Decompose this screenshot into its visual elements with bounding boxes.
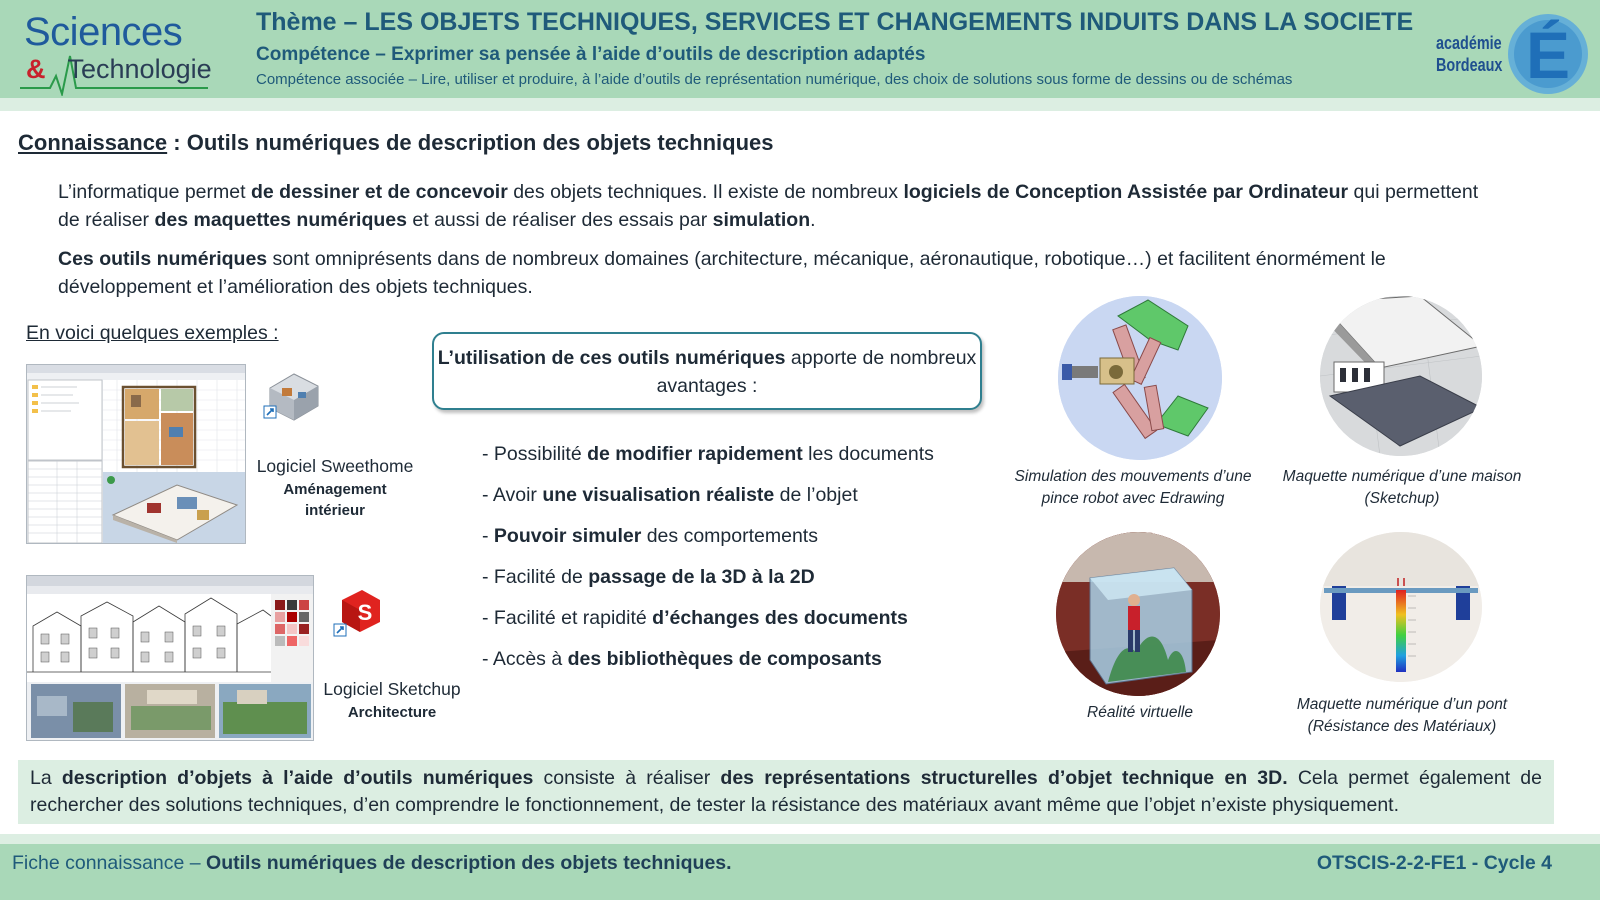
theme-title: Thème – LES OBJETS TECHNIQUES, SERVICES ET CHANGEMENTS INDUITS DANS LA SOCIETE <box>256 8 1414 36</box>
sketchup-screenshot <box>26 575 314 741</box>
sketchup-domain: Architecture <box>347 704 437 721</box>
sweethome-app-icon <box>262 366 322 422</box>
section-label: Connaissance <box>18 130 168 155</box>
competence-associee: Compétence associée – Lire, utiliser et produire, à l’aide d’outils de représentation numérique, des choix de solutions sous forme de dessins ou de schémas <box>256 71 1293 88</box>
sweethome-domain-line1: Aménagement <box>283 481 387 498</box>
footer-title: Fiche connaissance – Outils numériques de description des objets techniques. <box>12 852 732 874</box>
intro-paragraph-1: L’informatique permet de dessiner et de concevoir des objets techniques. Il existe de nombreux logiciels de Conception Assistée par Ordinateur qui permettent de réaliser des maquettes numériques et aussi de réaliser des essais par simulation. <box>58 181 1479 231</box>
sweethome-screenshot <box>26 364 246 544</box>
gallery-caption-robot: Simulation des mouvements d’une pince robot avec Edrawing <box>1014 468 1252 507</box>
advantages-box: L’utilisation de ces outils numériques apporte de nombreux avantages : <box>432 332 982 410</box>
sketchup-caption <box>318 676 466 723</box>
bordeaux-label: Bordeaux <box>1436 55 1503 75</box>
footer-divider <box>0 834 1600 844</box>
sketchup-name: Logiciel Sketchup <box>323 679 461 699</box>
advantage-item: - Possibilité de modifier rapidement les documents <box>482 443 934 465</box>
academie-bordeaux-logo <box>1436 4 1596 96</box>
gallery-caption-house: Maquette numérique d’une maison (Sketchup) <box>1282 468 1522 507</box>
competence-title: Compétence – Exprimer sa pensée à l’aide d’outils de description adaptés <box>256 44 926 65</box>
sciences-technologie-logo <box>18 8 218 94</box>
header-divider <box>0 98 1600 111</box>
virtual-reality-image <box>1056 532 1220 696</box>
header-bar <box>0 0 1600 98</box>
advantage-item: - Facilité de passage de la 3D à la 2D <box>482 566 815 588</box>
intro-paragraph-2: Ces outils numériques sont omniprésents dans de nombreux domaines (architecture, mécanique, aéronautique, robotique…) et facilitent énormément le développement et l’amélioration des objets techniques. <box>58 248 1386 298</box>
svg-text:É: É <box>1525 18 1571 92</box>
summary-line-2: rechercher des solutions techniques, d’en comprendre le fonctionnement, de tester la résistance des matériaux avant même que l’objet n’existe physiquement. <box>30 794 1400 816</box>
advantage-item: - Avoir une visualisation réaliste de l’objet <box>482 484 858 506</box>
svg-text:S: S <box>357 600 373 625</box>
robot-gripper-image <box>1058 296 1222 460</box>
logo-sciences: Sciences <box>24 10 183 54</box>
footer-reference: OTSCIS-2-2-FE1 - Cycle 4 <box>1316 852 1552 874</box>
academie-e-icon <box>1494 4 1594 100</box>
bridge-model-image <box>1320 532 1482 682</box>
advantage-item: - Pouvoir simuler des comportements <box>482 525 818 547</box>
gallery-caption-bridge: Maquette numérique d’un pont (Résistance des Matériaux) <box>1296 696 1508 735</box>
section-heading: : Outils numériques de description des objets techniques <box>167 130 774 155</box>
examples-heading: En voici quelques exemples : <box>26 322 279 344</box>
footer-bar <box>0 844 1600 900</box>
sweethome-name: Logiciel Sweethome <box>256 456 414 476</box>
summary-box <box>18 760 1554 824</box>
gallery-caption-vr: Réalité virtuelle <box>1087 704 1193 721</box>
advantage-item: - Facilité et rapidité d’échanges des documents <box>482 607 908 629</box>
sweethome-domain-line2: intérieur <box>304 502 365 519</box>
house-model-image <box>1320 296 1482 456</box>
sketchup-app-icon <box>332 586 384 638</box>
sweethome-caption <box>250 453 420 521</box>
advantage-item: - Accès à des bibliothèques de composants <box>482 648 882 670</box>
academie-label: académie <box>1436 33 1502 53</box>
summary-line-1: La description d’objets à l’aide d’outils numériques consiste à réaliser des représentations structurelles d’objet technique en 3D. Cela permet également de <box>30 767 1542 789</box>
logo-technologie: & Technologie <box>26 54 212 84</box>
section-title <box>18 130 774 156</box>
